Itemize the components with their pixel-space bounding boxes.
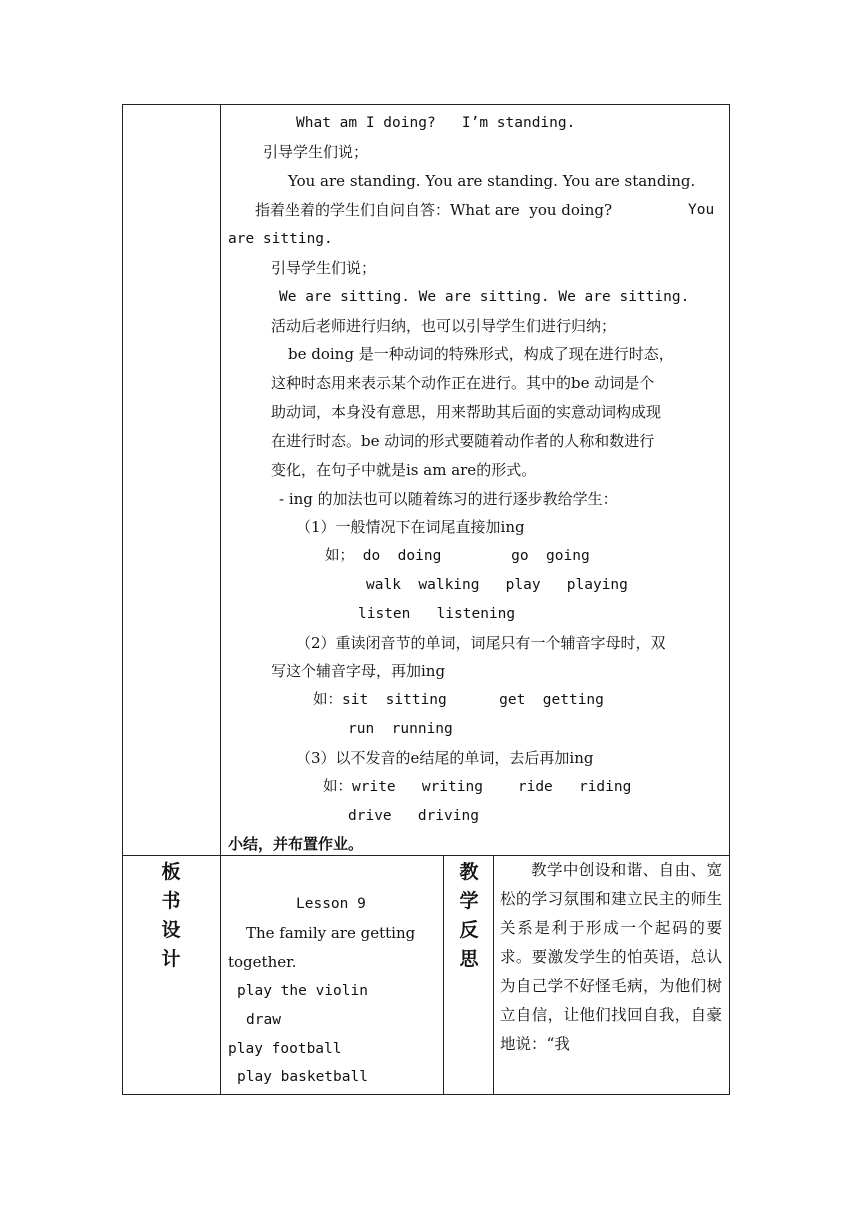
content-line: drive driving — [348, 808, 479, 824]
content-line: 写这个辅音字母，再加ing — [271, 662, 446, 680]
content-line: walk walking play playing — [366, 577, 628, 593]
content-line: 如：write writing ride riding — [323, 779, 632, 795]
content-line: 指着坐着的学生们自问自答：What are you doing? — [255, 201, 613, 219]
content-line: 变化，在句子中就是is am are的形式。 — [271, 461, 537, 479]
board-design-heading: 板 书 设 计 — [161, 861, 181, 970]
content-line: 活动后老师进行归纳，也可以引导学生们进行归纳； — [271, 317, 617, 335]
content-line: What am I doing? I’m standing. — [296, 115, 576, 131]
reflection-heading: 教 学 反 思 — [459, 861, 479, 970]
content-line: （3）以不发音的e结尾的单词，去后再加ing — [296, 749, 594, 767]
table-divider — [493, 855, 494, 1095]
board-line: play football — [228, 1041, 342, 1057]
content-line: run running — [348, 721, 453, 737]
reflection-text: 教学中创设和谐、自由、宽松的学习氛围和建立民主的师生关系是利于形成一个起码的要求。要激发学生的怕英语，总认为自己学不好怪毛病，为他们树立自信，让他们找回自我，自豪地说：“我 — [500, 861, 722, 1053]
table-divider — [443, 855, 444, 1095]
content-line: 在进行时态。be 动词的形式要随着动作者的人称和数进行 — [271, 432, 655, 450]
content-line: You are standing. You are standing. You are standing. — [288, 172, 696, 190]
content-line: 如：sit sitting get getting — [313, 692, 604, 708]
content-line: be doing 是一种动词的特殊形式，构成了现在进行时态， — [288, 345, 674, 363]
content-line: 助动词，本身没有意思，用来帮助其后面的实意动词构成现 — [271, 403, 662, 421]
content-line: 引导学生们说； — [271, 259, 377, 277]
content-line: 引导学生们说； — [263, 143, 369, 161]
table-divider — [220, 104, 221, 1095]
board-line: The family are getting — [246, 924, 416, 942]
content-line: You — [688, 202, 715, 218]
board-line: draw — [246, 1012, 281, 1028]
board-line: play basketball — [237, 1069, 368, 1085]
content-line: （1）一般情况下在词尾直接加ing — [296, 518, 525, 536]
content-line: We are sitting. We are sitting. We are sitting. — [279, 289, 690, 305]
content-line: 如； do doing go going — [325, 548, 590, 564]
board-line: play the violin — [237, 983, 368, 999]
content-line: 这种时态用来表示某个动作正在进行。其中的be 动词是个 — [271, 374, 655, 392]
content-line: - ing 的加法也可以随着练习的进行逐步教给学生： — [279, 490, 618, 508]
content-line: are sitting. — [228, 231, 333, 247]
content-line: （2）重读闭音节的单词，词尾只有一个辅音字母时，双 — [296, 634, 666, 652]
summary-line: 小结，并布置作业。 — [228, 835, 364, 853]
content-line: listen listening — [358, 606, 516, 622]
board-line: Lesson 9 — [296, 896, 366, 912]
board-line: together. — [228, 953, 297, 971]
